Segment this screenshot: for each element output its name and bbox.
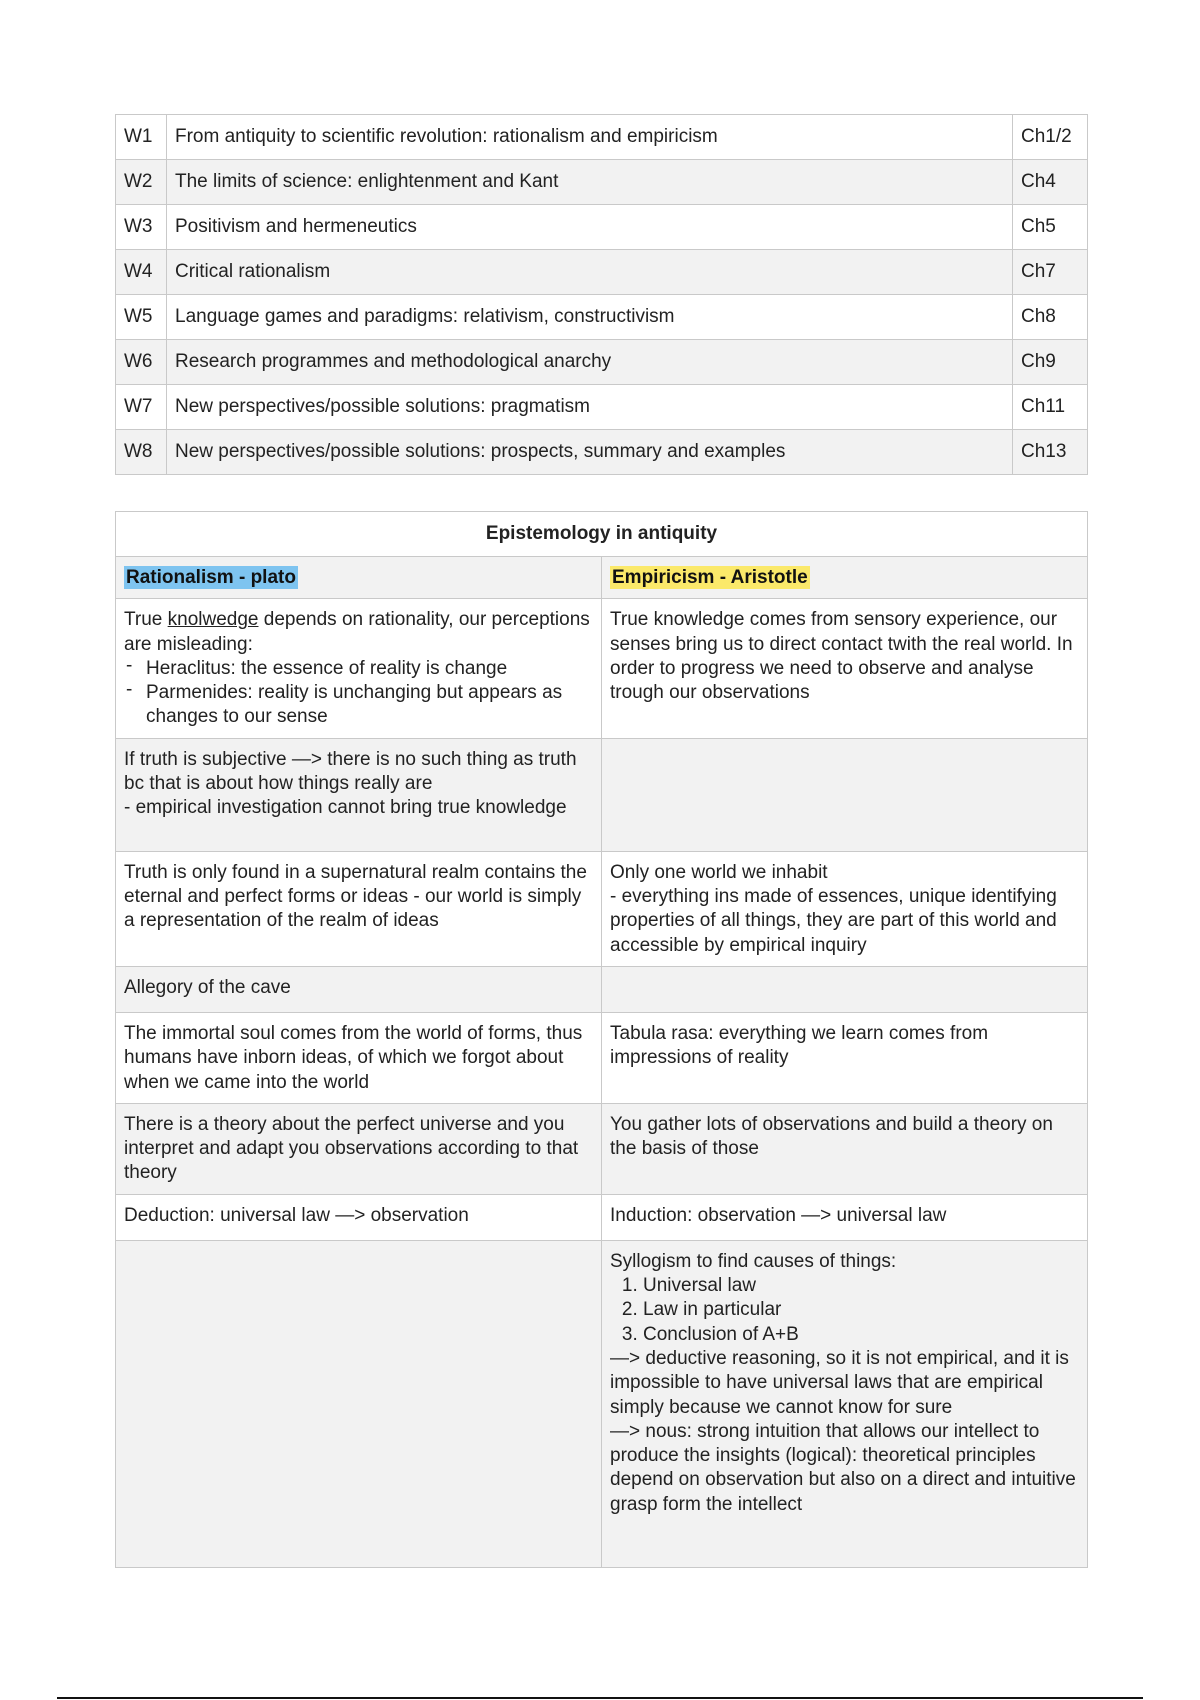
table-row: [116, 599, 1088, 738]
topic-cell: Language games and paradigms: relativism, constructivism: [167, 295, 1013, 340]
rationalism-cell: Allegory of the cave: [116, 966, 602, 1012]
topic-cell: The limits of science: enlightenment and Kant: [167, 160, 1013, 205]
list-item: - Heraclitus: the essence of reality is change: [146, 657, 593, 681]
topic-cell: Positivism and hermeneutics: [167, 205, 1013, 250]
table-row: [116, 1103, 1088, 1194]
empiricism-cell: [602, 966, 1088, 1012]
table-row: [116, 1012, 1088, 1103]
table-title: Epistemology in antiquity: [116, 512, 1088, 557]
empiricism-cell: You gather lots of observations and build a theory on the basis of those: [602, 1103, 1088, 1194]
empiricism-cell: Induction: observation —> universal law: [602, 1194, 1088, 1240]
empiricism-header: Empiricism - Aristotle: [612, 567, 808, 588]
empiricism-cell: [602, 738, 1088, 851]
epistemology-table: [115, 511, 1088, 1568]
empiricism-cell: True knowledge comes from sensory experience, our senses bring us to direct contact twith the real world. In order to progress we need to observe and analyse trough our observations: [602, 599, 1088, 738]
text-line: —> deductive reasoning, so it is not empirical, and it is impossible to have universal laws that are empirical simply because we cannot know for sure: [610, 1347, 1069, 1418]
empiricism-cell: [602, 851, 1088, 966]
list-item: 2. Law in particular: [643, 1298, 1079, 1322]
empiricism-header-cell: [602, 557, 1088, 599]
text-line: —> nous: strong intuition that allows our intellect to produce the insights (logical): theoretical principles depend on observation but also on a direct and intuitive grasp form the intellect: [610, 1420, 1076, 1515]
text-line: Only one world we inhabit: [610, 861, 828, 883]
table-row: [116, 295, 1088, 340]
rationalism-cell: Deduction: universal law —> observation: [116, 1194, 602, 1240]
chapter-cell: Ch7: [1013, 250, 1088, 295]
page-bottom-rule: [57, 1697, 1143, 1699]
table-row: [116, 851, 1088, 966]
topic-cell: From antiquity to scientific revolution: rationalism and empiricism: [167, 115, 1013, 160]
week-cell: W8: [116, 430, 167, 475]
text-fragment: depends on rationality, our perceptions are misleading:: [124, 609, 590, 655]
chapter-cell: Ch11: [1013, 385, 1088, 430]
rationalism-cell: The immortal soul comes from the world of forms, thus humans have inborn ideas, of which we forgot about when we came into the world: [116, 1012, 602, 1103]
column-header-row: [116, 557, 1088, 599]
empiricism-cell: [602, 1240, 1088, 1567]
week-cell: W2: [116, 160, 167, 205]
list-item: 1. Universal law: [643, 1274, 1079, 1298]
chapter-cell: Ch5: [1013, 205, 1088, 250]
rationalism-cell: [116, 599, 602, 738]
topic-cell: New perspectives/possible solutions: prospects, summary and examples: [167, 430, 1013, 475]
table-row: [116, 385, 1088, 430]
rationalism-cell: [116, 738, 602, 851]
course-schedule-table: [115, 114, 1088, 475]
chapter-cell: Ch4: [1013, 160, 1088, 205]
numbered-list: [610, 1274, 1079, 1347]
table-row: [116, 340, 1088, 385]
week-cell: W5: [116, 295, 167, 340]
table-row: [116, 205, 1088, 250]
table-row: [116, 250, 1088, 295]
table-row: [116, 160, 1088, 205]
chapter-cell: Ch8: [1013, 295, 1088, 340]
week-cell: W7: [116, 385, 167, 430]
table-row: [116, 430, 1088, 475]
table-title-row: [116, 512, 1088, 557]
table-row: [116, 966, 1088, 1012]
topic-cell: New perspectives/possible solutions: pragmatism: [167, 385, 1013, 430]
table-row: [116, 738, 1088, 851]
empiricism-cell: Tabula rasa: everything we learn comes from impressions of reality: [602, 1012, 1088, 1103]
text-fragment: True: [124, 609, 168, 631]
week-cell: W6: [116, 340, 167, 385]
topic-cell: Critical rationalism: [167, 250, 1013, 295]
rationalism-cell: There is a theory about the perfect universe and you interpret and adapt you observations according to that theory: [116, 1103, 602, 1194]
table-row: [116, 1194, 1088, 1240]
table-row: [116, 1240, 1088, 1567]
rationalism-cell: Truth is only found in a supernatural realm contains the eternal and perfect forms or ideas - our world is simply a representation of the realm of ideas: [116, 851, 602, 966]
text-line: If truth is subjective —> there is no such thing as truth bc that is about how things really are: [124, 748, 577, 795]
underlined-word: knolwedge: [167, 609, 259, 631]
rationalism-cell: [116, 1240, 602, 1567]
week-cell: W3: [116, 205, 167, 250]
text-line: - everything ins made of essences, unique identifying properties of all things, they are part of this world and accessible by empirical inquiry: [610, 886, 1057, 956]
week-cell: W4: [116, 250, 167, 295]
table-row: [116, 115, 1088, 160]
list-item: - Parmenides: reality is unchanging but appears as changes to our sense: [146, 681, 593, 730]
bullet-list: [124, 657, 593, 730]
text-line: - empirical investigation cannot bring true knowledge: [124, 797, 567, 819]
rationalism-header-cell: [116, 557, 602, 599]
chapter-cell: Ch13: [1013, 430, 1088, 475]
list-item: 3. Conclusion of A+B: [643, 1323, 1079, 1347]
text-line: Syllogism to find causes of things:: [610, 1250, 897, 1272]
chapter-cell: Ch1/2: [1013, 115, 1088, 160]
topic-cell: Research programmes and methodological anarchy: [167, 340, 1013, 385]
week-cell: W1: [116, 115, 167, 160]
rationalism-header: Rationalism - plato: [126, 567, 296, 588]
chapter-cell: Ch9: [1013, 340, 1088, 385]
